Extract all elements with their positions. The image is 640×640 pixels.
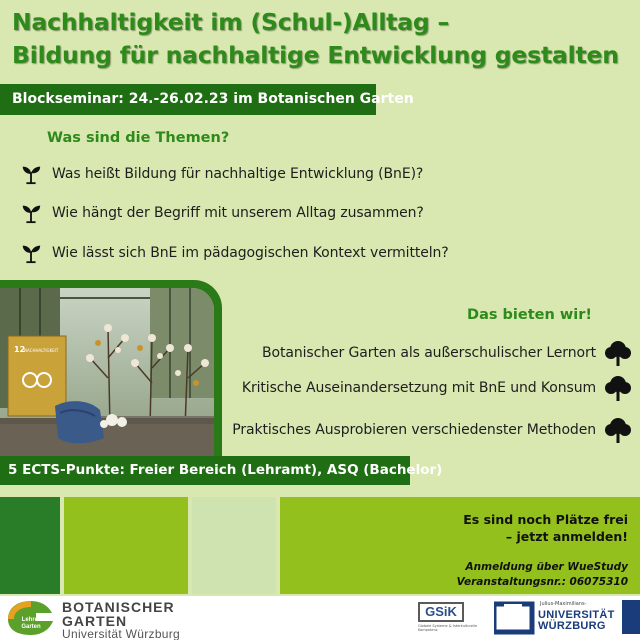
seminar-date-banner: Blockseminar: 24.-26.02.23 im Botanischen Garten bbox=[0, 84, 376, 115]
theme-item bbox=[20, 202, 424, 224]
garden-photo-illustration bbox=[0, 288, 214, 460]
ects-banner: 5 ECTS-Punkte: Freier Bereich (Lehramt), ASQ (Bachelor) bbox=[0, 456, 410, 485]
lehrgarten-logo-word-2: Garten bbox=[21, 624, 41, 630]
uni-logo-line-2: WÜRZBURG bbox=[538, 620, 606, 632]
color-block-light bbox=[192, 497, 276, 594]
botanischer-garten-logo bbox=[62, 600, 180, 640]
offer-item-label: Kritische Auseinandersetzung mit BnE und Konsum bbox=[241, 380, 596, 396]
color-block-lime bbox=[64, 497, 188, 594]
registration-line-1: Anmeldung über WueStudy bbox=[465, 561, 628, 573]
tree-icon bbox=[604, 374, 632, 402]
offer-item-label: Praktisches Ausprobieren verschiedenster Methoden bbox=[232, 422, 596, 438]
cta-line-1: Es sind noch Plätze frei bbox=[463, 512, 628, 527]
offers-heading: Das bieten wir! bbox=[467, 307, 592, 323]
gsik-logo-subtitle: Globale Systeme & Interkulturelle Kompetenz bbox=[418, 624, 478, 632]
uni-logo-small-text: Julius-Maximilians- bbox=[540, 601, 587, 607]
offer-item bbox=[232, 416, 632, 444]
corner-block bbox=[622, 600, 640, 634]
sprout-icon bbox=[20, 202, 42, 224]
sign-subtitle: NACHHALTIGKEIT bbox=[24, 348, 59, 353]
theme-item-label: Was heißt Bildung für nachhaltige Entwicklung (BnE)? bbox=[52, 166, 424, 182]
page-title bbox=[12, 6, 632, 72]
theme-item-label: Wie hängt der Begriff mit unserem Alltag zusammen? bbox=[52, 205, 424, 221]
registration-info bbox=[457, 560, 628, 590]
theme-item bbox=[20, 242, 449, 264]
bg-logo-line-1: BOTANISCHER bbox=[62, 599, 175, 615]
offer-item-label: Botanischer Garten als außerschulischer Lernort bbox=[261, 345, 596, 361]
uni-logo-name bbox=[538, 610, 615, 632]
sign-number: 12 bbox=[14, 345, 26, 354]
garden-photo bbox=[0, 288, 214, 460]
color-block-dark bbox=[0, 497, 60, 594]
tree-icon bbox=[604, 416, 632, 444]
lehrgarten-logo bbox=[6, 599, 56, 637]
gsik-logo: GSiK bbox=[418, 602, 464, 622]
title-line-1: Nachhaltigkeit im (Schul-)Alltag – bbox=[12, 8, 450, 36]
theme-item bbox=[20, 163, 423, 185]
registration-line-2: Veranstaltungsnr.: 06075310 bbox=[456, 576, 628, 588]
uni-logo-line-1: UNIVERSITÄT bbox=[538, 609, 615, 621]
offer-item bbox=[242, 374, 632, 402]
sprout-icon bbox=[20, 163, 42, 185]
lehrgarten-logo-word-1: Lehrer bbox=[21, 617, 41, 623]
themes-heading: Was sind die Themen? bbox=[47, 130, 230, 146]
sprout-icon bbox=[20, 242, 42, 264]
bg-logo-line-2: GARTEN bbox=[62, 613, 128, 629]
tree-icon bbox=[604, 339, 632, 367]
bg-logo-line-3: Universität Würzburg bbox=[62, 627, 181, 640]
offer-item bbox=[262, 339, 632, 367]
cta-text bbox=[463, 511, 628, 545]
cta-line-2: – jetzt anmelden! bbox=[505, 529, 628, 544]
title-line-2: Bildung für nachhaltige Entwicklung gestalten bbox=[12, 41, 619, 69]
theme-item-label: Wie lässt sich BnE im pädagogischen Kontext vermitteln? bbox=[52, 245, 449, 261]
